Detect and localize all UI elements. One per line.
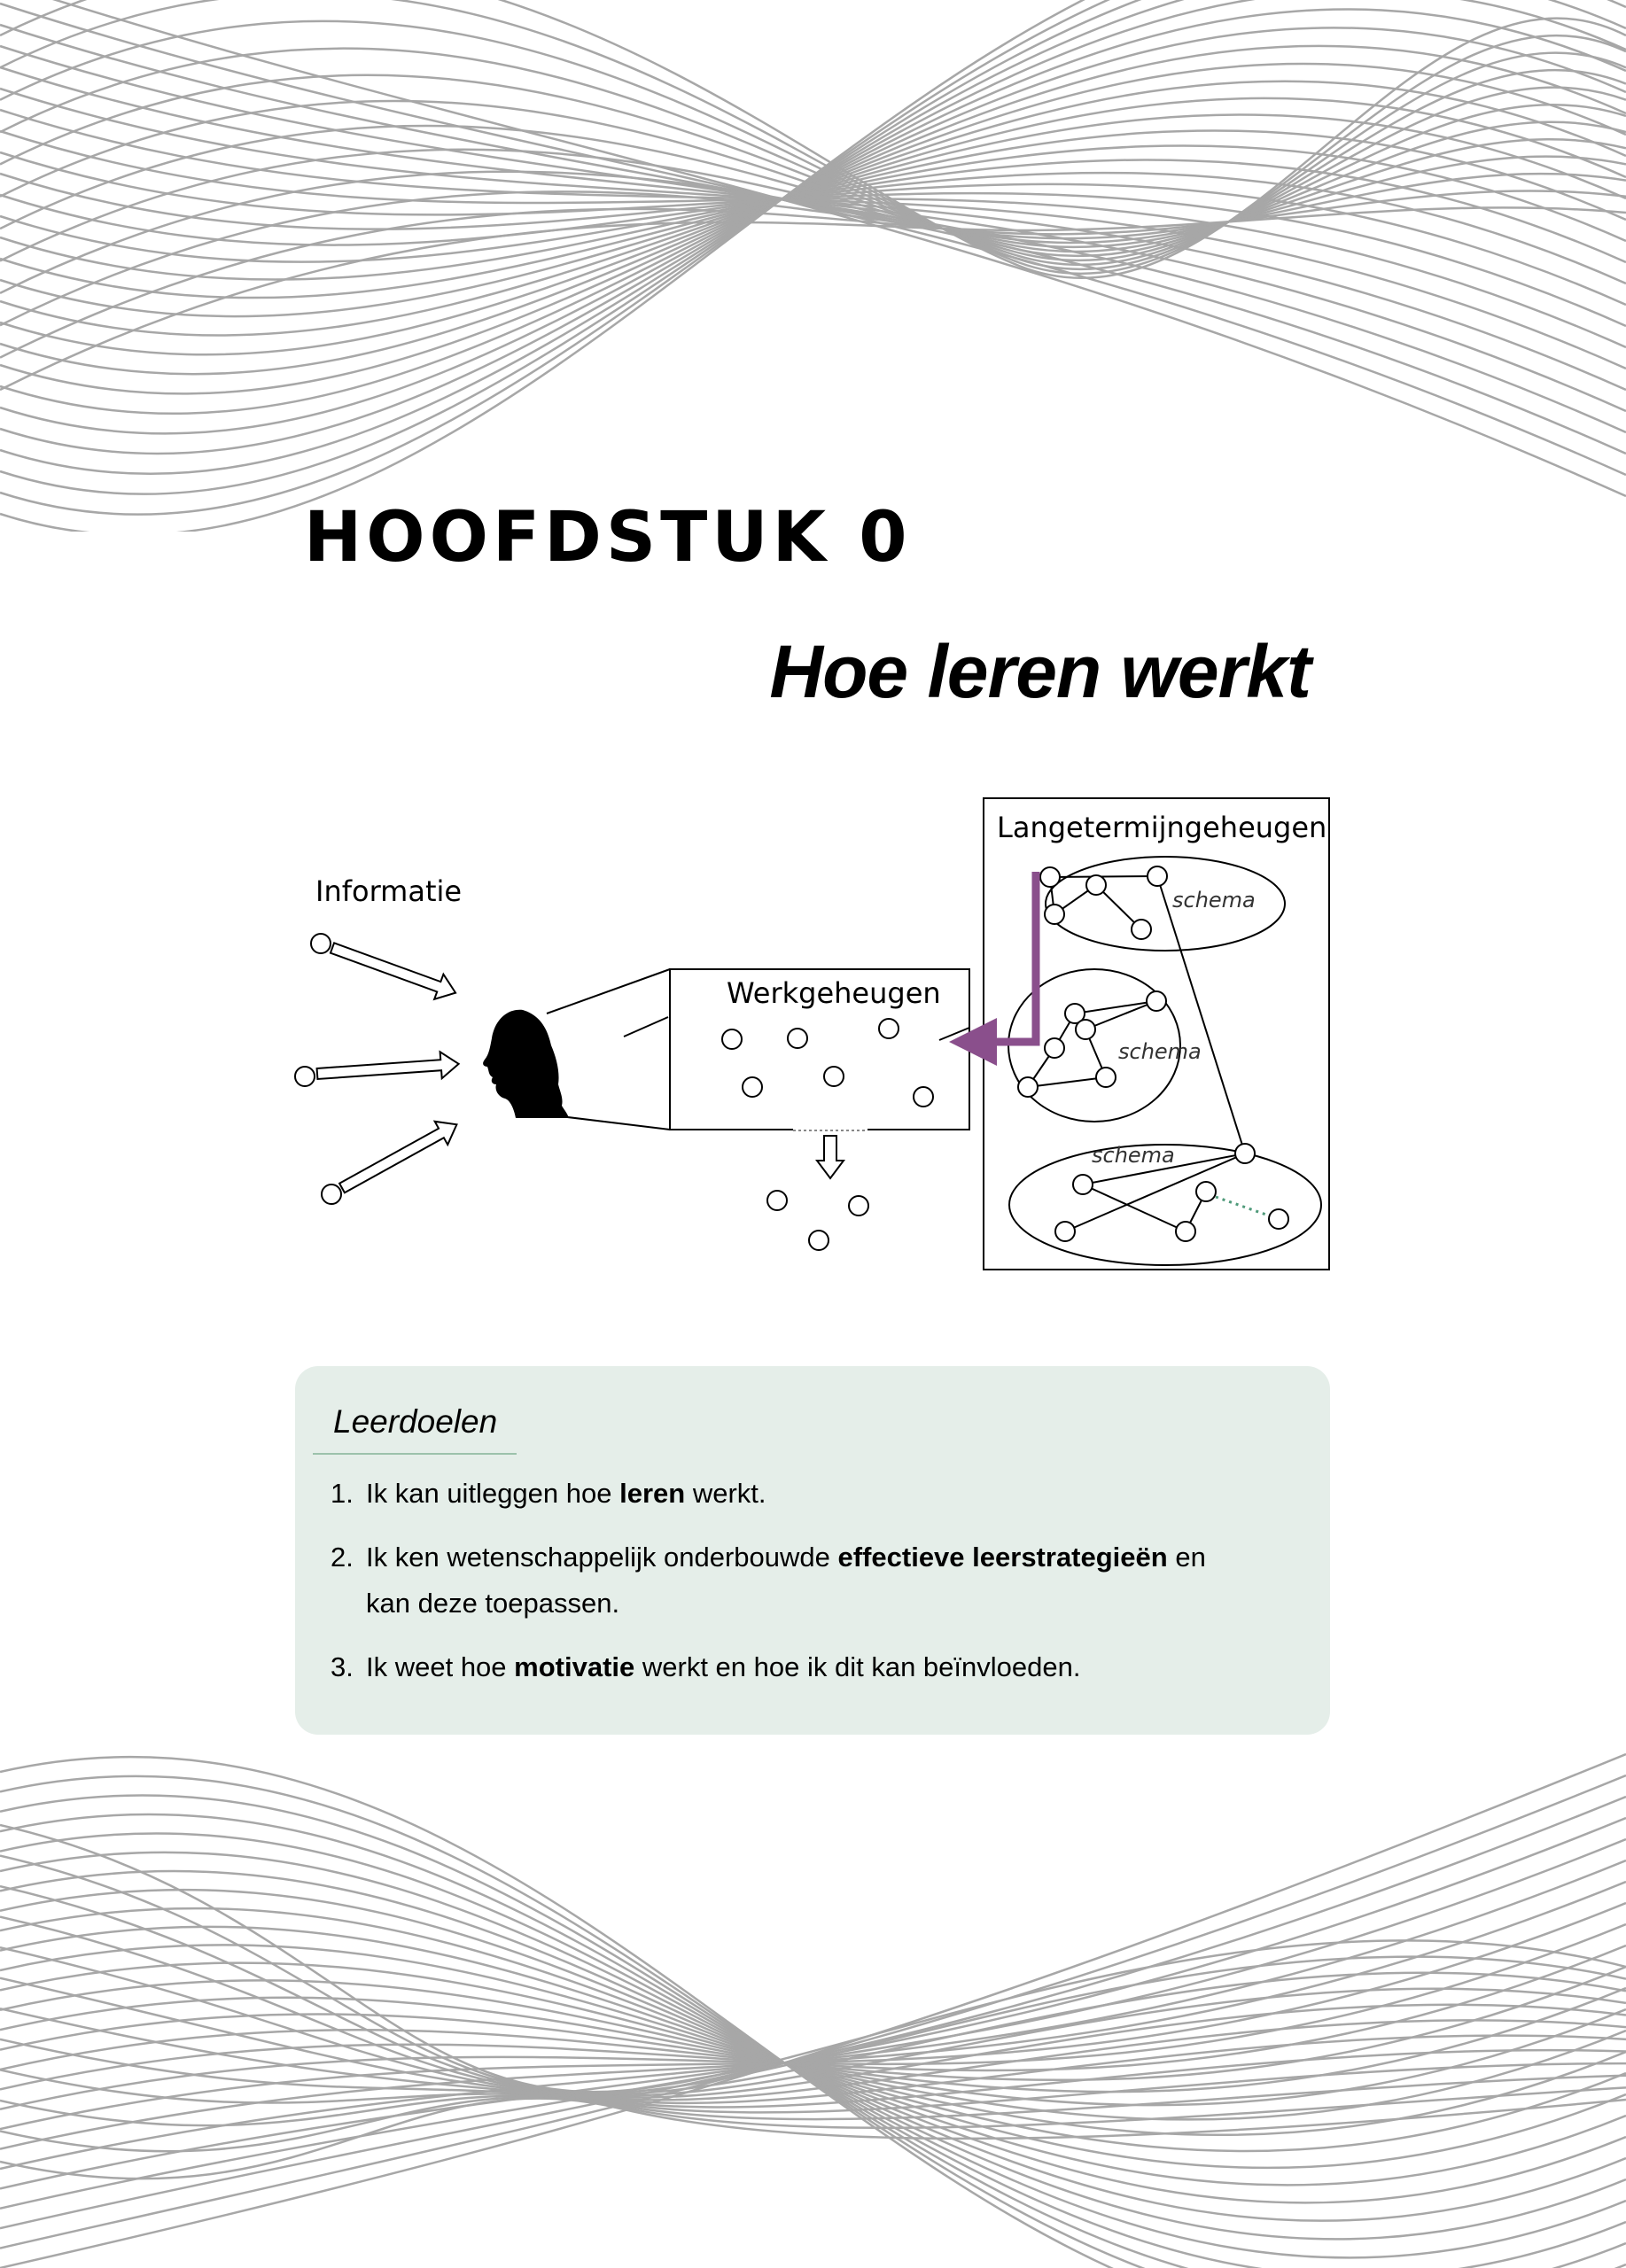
learning-goals-list: [331, 1471, 1234, 1708]
decorative-curve: [0, 1963, 1626, 2135]
learning-goals-title: Leerdoelen: [333, 1403, 498, 1440]
decorative-curve: [0, 0, 1626, 515]
decorative-curve: [0, 130, 1626, 298]
decorative-curve: [0, 1754, 1626, 2268]
chapter-label: HOOFDSTUK 0: [304, 498, 912, 578]
decorative-curve: [0, 1890, 1626, 2202]
down-arrow-icon: [817, 1136, 844, 1178]
decorative-curves-top: [0, 0, 1626, 532]
decorative-curve: [0, 89, 1626, 390]
memory-model-diagram: [284, 788, 1347, 1285]
decorative-curve: [0, 1980, 1626, 2119]
long-term-memory-label: Langetermijngeheugen: [997, 811, 1327, 844]
learning-goals-box: [295, 1366, 1330, 1735]
decorative-curves-bottom: [0, 1736, 1626, 2268]
head-silhouette-icon: [483, 1010, 569, 1118]
goal-item-2: 2. Ik ken wetenschappelijk onderbouwde effectieve leerstrategieën en kan deze toepassen.: [331, 1542, 1206, 1619]
goal-item-3: 3. Ik weet hoe motivatie werkt en hoe ik dit kan beïnvloeden.: [331, 1651, 1081, 1682]
decorative-curve: [0, 1797, 1626, 2228]
schema-label-3: schema: [1092, 1143, 1175, 1168]
decorative-curve: [0, 1795, 1626, 2268]
decorative-curve: [0, 2099, 1626, 2179]
decorative-curve: [0, 1757, 1626, 2268]
forgotten-items: [767, 1191, 868, 1250]
decorative-curve: [0, 25, 1626, 454]
decorative-curve: [0, 4, 1626, 475]
decorative-curve: [0, 1775, 1626, 2249]
schema-label-2: schema: [1118, 1039, 1202, 1064]
decorative-curve: [0, 0, 1626, 532]
learning-goals-underline: [313, 1453, 517, 1455]
chapter-title: Hoe leren werkt: [769, 630, 1311, 713]
incoming-arrows: [295, 934, 463, 1204]
goal-item-1: 1. Ik kan uitleggen hoe leren werkt.: [331, 1478, 766, 1509]
decorative-curve: [0, 190, 1626, 357]
decorative-curve: [0, 1908, 1626, 2185]
working-memory-label: Werkgeheugen: [727, 976, 941, 1010]
decorative-curve: [0, 0, 1626, 474]
information-label: Informatie: [315, 874, 463, 908]
schema-label-1: schema: [1172, 888, 1256, 913]
